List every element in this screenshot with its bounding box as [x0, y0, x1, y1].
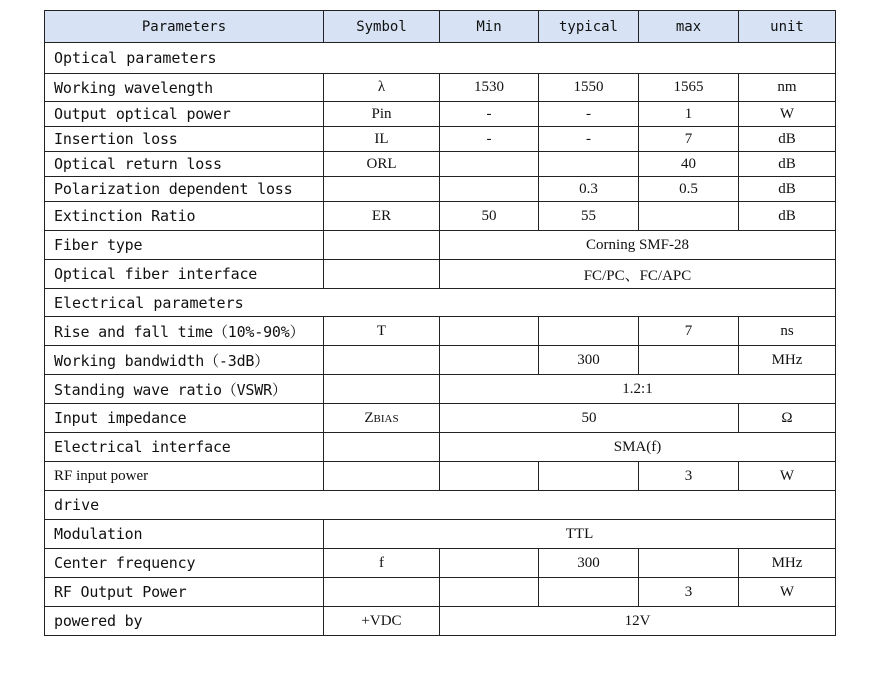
max-cell: 3: [639, 578, 739, 607]
header-symbol: Symbol: [324, 11, 440, 43]
max-cell: [639, 346, 739, 375]
param-cell: Working wavelength: [45, 74, 324, 102]
symbol-cell: Pin: [324, 102, 440, 127]
symbol-cell: T: [324, 317, 440, 346]
min-cell: -: [440, 127, 539, 152]
unit-cell: W: [739, 462, 836, 491]
param-cell: RF Output Power: [45, 578, 324, 607]
table-header-row: [45, 11, 836, 43]
max-cell: [639, 549, 739, 578]
max-cell: 0.5: [639, 177, 739, 202]
symbol-cell: [324, 375, 440, 404]
typical-cell: -: [539, 127, 639, 152]
max-cell: 3: [639, 462, 739, 491]
min-cell: [440, 549, 539, 578]
table-row: [45, 260, 836, 289]
symbol-cell: [324, 433, 440, 462]
table-row: [45, 578, 836, 607]
max-cell: 1565: [639, 74, 739, 102]
param-cell: Polarization dependent loss: [45, 177, 324, 202]
symbol-cell: +VDC: [324, 607, 440, 636]
table-row: [45, 375, 836, 404]
table-row: [45, 520, 836, 549]
param-cell: Extinction Ratio: [45, 202, 324, 231]
table-row: [45, 607, 836, 636]
parameters-table: [44, 10, 836, 636]
value-cell: TTL: [324, 520, 836, 549]
table-row: [45, 102, 836, 127]
param-cell: Electrical interface: [45, 433, 324, 462]
value-cell: 12V: [440, 607, 836, 636]
typical-cell: [539, 317, 639, 346]
table-row: [45, 346, 836, 375]
min-cell: [440, 152, 539, 177]
symbol-cell: [324, 462, 440, 491]
param-cell: Insertion loss: [45, 127, 324, 152]
section-row-optical: [45, 43, 836, 74]
param-cell: RF input power: [45, 462, 324, 491]
typical-cell: [539, 578, 639, 607]
table-row: [45, 177, 836, 202]
section-title: drive: [45, 491, 836, 520]
symbol-cell: ER: [324, 202, 440, 231]
typical-cell: 55: [539, 202, 639, 231]
min-cell: [440, 578, 539, 607]
max-cell: [639, 202, 739, 231]
section-row-electrical: [45, 289, 836, 317]
value-cell: SMA(f): [440, 433, 836, 462]
param-cell: Standing wave ratio（VSWR）: [45, 375, 324, 404]
max-cell: 40: [639, 152, 739, 177]
unit-cell: W: [739, 102, 836, 127]
param-cell: Modulation: [45, 520, 324, 549]
param-cell: Rise and fall time（10%-90%）: [45, 317, 324, 346]
table-row: [45, 433, 836, 462]
symbol-main: Z: [364, 409, 374, 426]
symbol-cell: [324, 578, 440, 607]
unit-cell: W: [739, 578, 836, 607]
section-row-drive: [45, 491, 836, 520]
table-row: [45, 152, 836, 177]
table-row: [45, 127, 836, 152]
unit-cell: dB: [739, 202, 836, 231]
symbol-cell: [324, 231, 440, 260]
max-cell: 7: [639, 127, 739, 152]
max-cell: 1: [639, 102, 739, 127]
param-cell: Working bandwidth（-3dB）: [45, 346, 324, 375]
table-row: [45, 231, 836, 260]
typical-cell: 300: [539, 346, 639, 375]
min-cell: [440, 177, 539, 202]
value-cell: FC/PC、FC/APC: [440, 260, 836, 289]
symbol-cell: IL: [324, 127, 440, 152]
max-cell: 7: [639, 317, 739, 346]
typical-cell: 1550: [539, 74, 639, 102]
param-cell: Center frequency: [45, 549, 324, 578]
header-typical: typical: [539, 11, 639, 43]
param-cell: Input impedance: [45, 404, 324, 433]
typical-cell: -: [539, 102, 639, 127]
unit-cell: dB: [739, 127, 836, 152]
min-cell: -: [440, 102, 539, 127]
header-max: max: [639, 11, 739, 43]
table-row: [45, 404, 836, 433]
typical-cell: 300: [539, 549, 639, 578]
table-row: [45, 202, 836, 231]
min-cell: [440, 346, 539, 375]
min-cell: [440, 462, 539, 491]
table-row: [45, 317, 836, 346]
param-cell: Optical fiber interface: [45, 260, 324, 289]
symbol-cell: [324, 177, 440, 202]
value-cell: 50: [440, 404, 739, 433]
table-row: [45, 549, 836, 578]
symbol-cell: ORL: [324, 152, 440, 177]
unit-cell: MHz: [739, 549, 836, 578]
unit-cell: Ω: [739, 404, 836, 433]
symbol-cell: [324, 260, 440, 289]
symbol-cell: [324, 404, 440, 433]
header-min: Min: [440, 11, 539, 43]
unit-cell: MHz: [739, 346, 836, 375]
symbol-subscript: BIAS: [373, 412, 399, 425]
param-cell: Output optical power: [45, 102, 324, 127]
min-cell: [440, 317, 539, 346]
value-cell: 1.2:1: [440, 375, 836, 404]
param-cell: Optical return loss: [45, 152, 324, 177]
header-unit: unit: [739, 11, 836, 43]
table-row: [45, 74, 836, 102]
unit-cell: nm: [739, 74, 836, 102]
typical-cell: [539, 462, 639, 491]
min-cell: 1530: [440, 74, 539, 102]
unit-cell: dB: [739, 177, 836, 202]
param-cell: powered by: [45, 607, 324, 636]
header-parameters: Parameters: [45, 11, 324, 43]
symbol-cell: f: [324, 549, 440, 578]
unit-cell: ns: [739, 317, 836, 346]
symbol-cell: [324, 346, 440, 375]
typical-cell: [539, 152, 639, 177]
symbol-cell: λ: [324, 74, 440, 102]
value-cell: Corning SMF-28: [440, 231, 836, 260]
min-cell: 50: [440, 202, 539, 231]
unit-cell: dB: [739, 152, 836, 177]
section-title: Optical parameters: [45, 43, 836, 74]
section-title: Electrical parameters: [45, 289, 836, 317]
typical-cell: 0.3: [539, 177, 639, 202]
param-cell: Fiber type: [45, 231, 324, 260]
table-row: [45, 462, 836, 491]
